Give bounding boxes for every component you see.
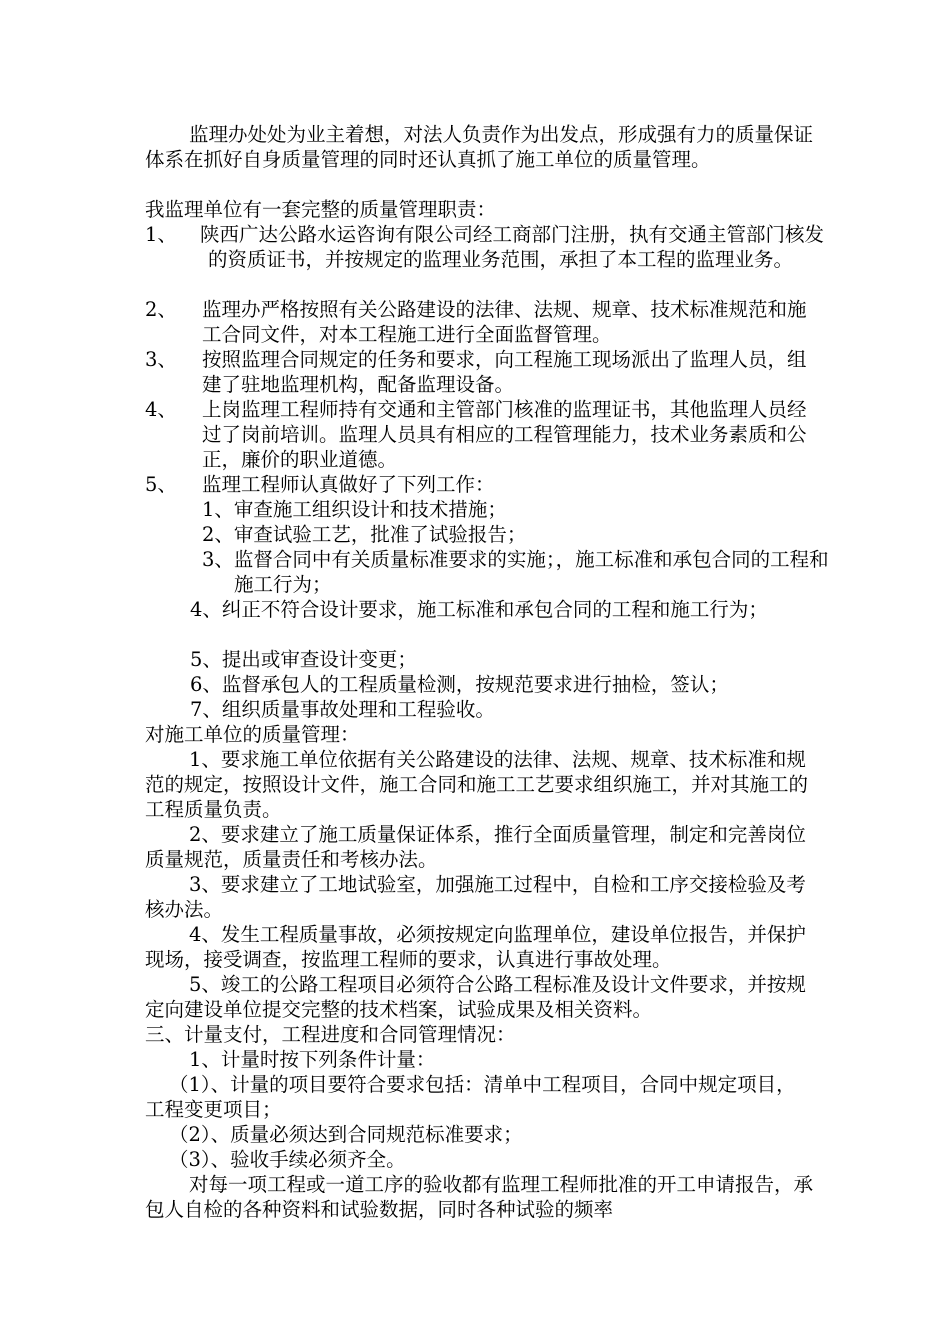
final-paragraph: 对每一项工程或一道工序的验收都有监理工程师批准的开工申请报告，承包人自检的各种资料和试验数据，同时各种试验的频率 (145, 1173, 814, 1221)
work-item-5: 5、提出或审查设计变更； (190, 648, 417, 671)
duty-item-1: 陕西广达公路水运咨询有限公司经工商部门注册，执有交通主管部门核发的资质证书，并按规定的监理业务范围，承担了本工程的监理业务。 (200, 223, 825, 271)
duty-item-4: 上岗监理工程师持有交通和主管部门核准的监理证书，其他监理人员经过了岗前培训。监理人员具有相应的工程管理能力，技术业务素质和公正，廉价的职业道德。 (202, 398, 807, 471)
condition-2: （2）、质量必须达到合同规范标准要求； (169, 1123, 523, 1146)
work-item-2: 2、审查试验工艺，批准了试验报告； (202, 523, 527, 546)
duty-item-2: 监理办严格按照有关公路建设的法律、法规、规章、技术标准规范和施工合同文件，对本工程施工进行全面监督管理。 (202, 298, 807, 346)
work-item-1: 1、审查施工组织设计和技术措施； (202, 498, 507, 521)
duty-number-4: 4、 (145, 398, 177, 421)
duty-number-2: 2、 (145, 298, 177, 321)
duties-heading: 我监理单位有一套完整的质量管理职责： (145, 198, 497, 221)
contractor-item-4: 4、发生工程质量事故，必须按规定向监理单位，建设单位报告，并保护现场，接受调查，按监理工程师的要求，认真进行事故处理。 (145, 923, 806, 971)
contractor-heading: 对施工单位的质量管理： (145, 723, 360, 746)
contractor-item-1: 1、要求施工单位依据有关公路建设的法律、法规、规章、技术标准和规范的规定，按照设计文件，施工合同和施工工艺要求组织施工，并对其施工的工程质量负责。 (145, 748, 809, 821)
measure-heading: 1、计量时按下列条件计量： (189, 1048, 436, 1071)
duty-number-5: 5、 (145, 473, 177, 496)
intro-paragraph: 监理办处处为业主着想，对法人负责作为出发点，形成强有力的质量保证体系在抓好自身质量管理的同时还认真抓了施工单位的质量管理。 (145, 123, 814, 171)
contractor-item-3: 3、要求建立了工地试验室，加强施工过程中，自检和工序交接检验及考核办法。 (145, 873, 806, 921)
duty-item-5: 监理工程师认真做好了下列工作： (202, 473, 495, 496)
condition-3: （3）、验收手续必须齐全。 (169, 1148, 406, 1171)
work-item-3: 3、监督合同中有关质量标准要求的实施；，施工标准和承包合同的工程和施工行为； (202, 548, 829, 596)
duty-number-3: 3、 (145, 348, 177, 371)
duty-number-1: 1、 (145, 223, 177, 246)
section3-heading: 三、计量支付，工程进度和合同管理情况： (145, 1023, 516, 1046)
work-item-7: 7、组织质量事故处理和工程验收。 (190, 698, 495, 721)
duty-item-3: 按照监理合同规定的任务和要求，向工程施工现场派出了监理人员，组建了驻地监理机构，配备监理设备。 (202, 348, 807, 396)
condition-1: （1）、计量的项目要符合要求包括：清单中工程项目，合同中规定项目，工程变更项目； (145, 1073, 796, 1121)
contractor-item-2: 2、要求建立了施工质量保证体系，推行全面质量管理，制定和完善岗位质量规范，质量责任和考核办法。 (145, 823, 806, 871)
work-item-6: 6、监督承包人的工程质量检测，按规范要求进行抽检，签认； (190, 673, 729, 696)
work-item-4: 4、纠正不符合设计要求，施工标准和承包合同的工程和施工行为； (190, 598, 768, 621)
contractor-item-5: 5、竣工的公路工程项目必须符合公路工程标准及设计文件要求，并按规定向建设单位提交完整的技术档案，试验成果及相关资料。 (145, 973, 806, 1021)
